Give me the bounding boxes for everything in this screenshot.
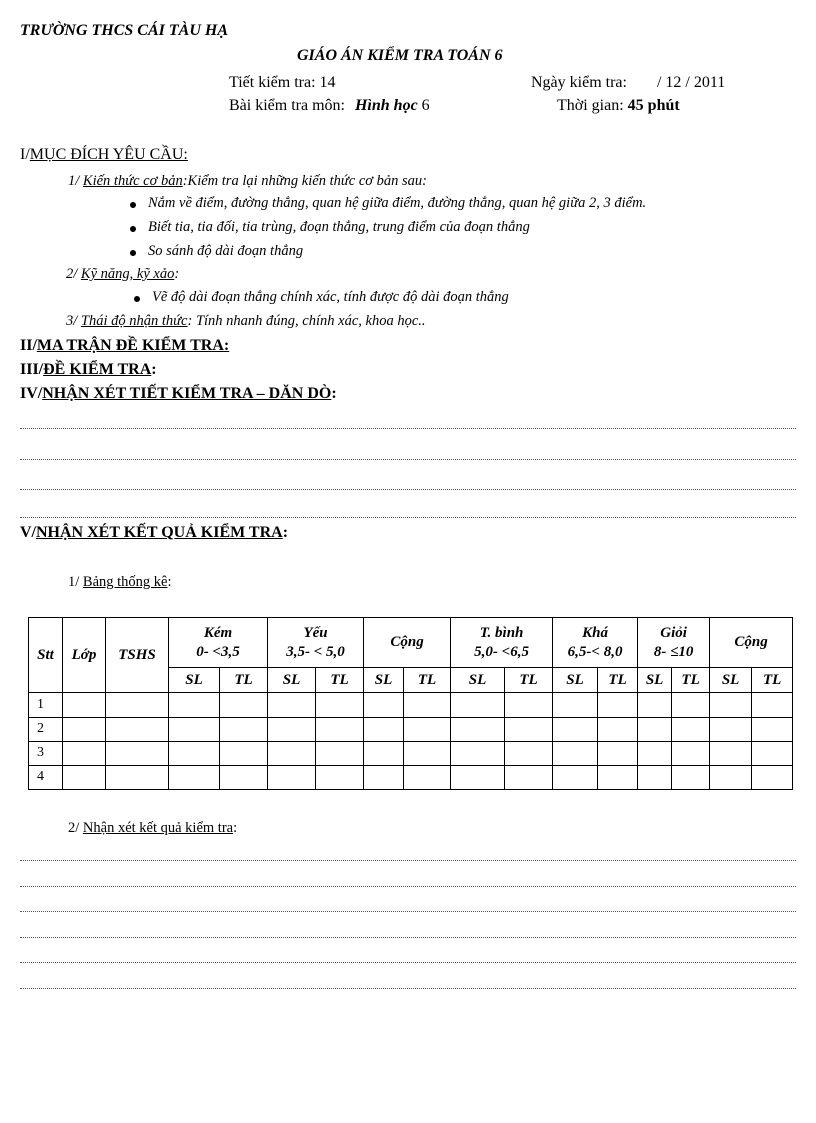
table-cell	[316, 741, 364, 765]
table-cell	[364, 717, 404, 741]
table-cell	[505, 741, 553, 765]
subject-value: Hình học	[354, 97, 418, 114]
table-cell	[451, 741, 505, 765]
skills-label: Kỹ năng, kỹ xảo	[80, 266, 175, 282]
table-cell	[316, 693, 364, 717]
bullet-icon	[130, 250, 136, 256]
skills-text: :	[174, 266, 180, 282]
table-cell	[268, 693, 316, 717]
group-header	[364, 618, 451, 668]
tl-header: TL	[672, 668, 710, 693]
table-cell	[63, 693, 106, 717]
results-label-suffix: :	[233, 820, 238, 836]
results-label-num: 2/	[68, 820, 80, 836]
group-header	[169, 618, 268, 668]
skill-item: Vẽ độ dài đoạn thẳng chính xác, tính được độ dài đoạn thẳng	[152, 289, 509, 305]
section-4-title: NHẬN XÉT TIẾT KIỂM TRA – DĂN DÒ	[42, 385, 332, 402]
section-2-title: MA TRẬN ĐỀ KIỂM TRA:	[36, 337, 230, 354]
table-row	[29, 717, 793, 741]
table-cell	[451, 693, 505, 717]
table-cell	[451, 765, 505, 789]
dotted-line	[20, 860, 796, 861]
table-cell	[106, 765, 169, 789]
group-name: T. bình	[479, 624, 524, 641]
table-cell	[169, 717, 220, 741]
table-cell	[268, 717, 316, 741]
time-unit: phút	[647, 97, 680, 114]
table-cell	[710, 693, 752, 717]
col-stt-header: Stt	[29, 618, 63, 693]
dotted-line	[20, 428, 796, 429]
row-number: 2	[29, 717, 63, 741]
attitude-label: Thái độ nhận thức	[80, 313, 188, 329]
table-cell	[63, 717, 106, 741]
results-label	[68, 820, 237, 837]
section-1-prefix: I/	[20, 146, 30, 163]
table-cell	[63, 741, 106, 765]
sl-header: SL	[710, 668, 752, 693]
date-label: Ngày kiểm tra:	[531, 74, 627, 91]
table-cell	[672, 717, 710, 741]
table-cell	[672, 765, 710, 789]
sl-header: SL	[553, 668, 598, 693]
table-cell	[553, 693, 598, 717]
row-number: 1	[29, 693, 63, 717]
knowledge-subheading	[68, 173, 427, 190]
section-3-suffix: :	[151, 361, 157, 378]
group-range: 0- <3,5	[196, 643, 240, 660]
table-cell	[752, 717, 793, 741]
group-header	[268, 618, 364, 668]
table-cell	[752, 765, 793, 789]
dotted-line	[20, 962, 796, 963]
row-number: 4	[29, 765, 63, 789]
tl-header: TL	[220, 668, 268, 693]
section-3-title: ĐỀ KIỂM TRA	[43, 361, 152, 378]
section-2-heading	[20, 337, 229, 355]
table-cell	[638, 717, 672, 741]
table-cell	[268, 765, 316, 789]
bullet-icon	[134, 296, 140, 302]
table-cell	[598, 693, 638, 717]
group-name: Yếu	[303, 624, 328, 641]
sl-header: SL	[364, 668, 404, 693]
table-cell	[404, 765, 451, 789]
dotted-line	[20, 988, 796, 989]
group-header	[710, 618, 793, 668]
section-5-heading	[20, 524, 288, 542]
table-cell	[268, 741, 316, 765]
table-cell	[106, 693, 169, 717]
sl-header: SL	[268, 668, 316, 693]
table-cell	[169, 741, 220, 765]
stats-label-text: Bảng thống kê	[82, 574, 168, 590]
group-header	[553, 618, 638, 668]
document-title: GIÁO ÁN KIỂM TRA TOÁN 6	[297, 47, 503, 64]
sl-header: SL	[169, 668, 220, 693]
subject-info	[229, 97, 430, 115]
knowledge-text: :Kiểm tra lại những kiến thức cơ bản sau:	[182, 173, 427, 189]
table-cell	[404, 717, 451, 741]
dotted-line	[20, 517, 796, 518]
knowledge-label: Kiến thức cơ bản	[82, 173, 183, 189]
knowledge-item: So sánh độ dài đoạn thẳng	[148, 243, 304, 259]
dotted-line	[20, 886, 796, 887]
group-name: Kém	[203, 624, 233, 641]
section-2-prefix: II/	[20, 337, 37, 354]
section-4-suffix: :	[331, 385, 337, 402]
table-cell	[710, 741, 752, 765]
table-cell	[220, 717, 268, 741]
section-4-heading	[20, 385, 337, 403]
bullet-icon	[130, 226, 136, 232]
tl-header: TL	[404, 668, 451, 693]
time-info	[557, 97, 680, 115]
col-tshs-header: TSHS	[106, 618, 169, 693]
table-header-row	[29, 618, 793, 668]
sl-header: SL	[638, 668, 672, 693]
section-3-heading	[20, 361, 157, 379]
group-header	[451, 618, 553, 668]
school-name: TRƯỜNG THCS CÁI TÀU HẠ	[20, 22, 228, 39]
knowledge-item: Biết tia, tia đối, tia trùng, đoạn thẳng, trung điểm của đoạn thẳng	[148, 219, 530, 235]
stats-label-suffix: :	[167, 574, 172, 590]
results-label-text: Nhận xét kết quả kiểm tra	[82, 820, 234, 836]
table-cell	[710, 765, 752, 789]
table-cell	[505, 717, 553, 741]
table-cell	[220, 741, 268, 765]
period-value: 14	[319, 74, 336, 91]
group-name: Khá	[582, 624, 608, 641]
dotted-line	[20, 937, 796, 938]
group-range: 6,5-< 8,0	[567, 643, 623, 660]
table-cell	[638, 765, 672, 789]
group-range: 5,0- <6,5	[474, 643, 529, 660]
table-cell	[364, 741, 404, 765]
table-cell	[220, 765, 268, 789]
table-row	[29, 693, 793, 717]
table-cell	[638, 693, 672, 717]
table-cell	[106, 741, 169, 765]
knowledge-item: Nắm về điểm, đường thẳng, quan hệ giữa điểm, đường thẳng, quan hệ giữa 2, 3 điểm.	[148, 195, 647, 211]
date-value: / 12 / 2011	[656, 74, 726, 91]
table-cell	[220, 693, 268, 717]
stats-label-num: 1/	[68, 574, 80, 590]
table-cell	[553, 717, 598, 741]
table-cell	[106, 717, 169, 741]
table-row	[29, 765, 793, 789]
table-cell	[598, 717, 638, 741]
subject-grade: 6	[421, 97, 430, 114]
section-3-prefix: III/	[20, 361, 44, 378]
tl-header: TL	[316, 668, 364, 693]
subject-label: Bài kiểm tra môn:	[229, 97, 345, 114]
table-cell	[404, 741, 451, 765]
table-row	[29, 741, 793, 765]
group-name: Cộng	[390, 634, 424, 651]
table-cell	[169, 693, 220, 717]
col-lop-header: Lớp	[63, 618, 106, 693]
table-cell	[672, 693, 710, 717]
table-cell	[710, 717, 752, 741]
tl-header: TL	[752, 668, 793, 693]
table-cell	[752, 693, 793, 717]
attitude-subheading	[66, 313, 426, 330]
attitude-text: : Tính nhanh đúng, chính xác, khoa học..	[187, 313, 426, 329]
section-1-heading	[20, 146, 188, 164]
dotted-line	[20, 911, 796, 912]
group-range: 8- ≤10	[653, 643, 694, 660]
period-info	[229, 74, 336, 92]
table-cell	[638, 741, 672, 765]
statistics-table	[28, 617, 793, 790]
time-value: 45	[627, 97, 644, 114]
group-header	[638, 618, 710, 668]
section-5-prefix: V/	[20, 524, 36, 541]
time-label: Thời gian:	[557, 97, 624, 114]
bullet-icon	[130, 202, 136, 208]
table-cell	[316, 765, 364, 789]
section-1-title: MỤC ĐÍCH YÊU CẦU:	[29, 146, 188, 163]
table-cell	[451, 717, 505, 741]
section-5-suffix: :	[282, 524, 289, 541]
knowledge-num: 1/	[68, 173, 80, 189]
table-cell	[169, 765, 220, 789]
table-cell	[316, 717, 364, 741]
dotted-line	[20, 489, 796, 490]
skills-num: 2/	[66, 266, 78, 282]
sl-header: SL	[451, 668, 505, 693]
tl-header: TL	[505, 668, 553, 693]
table-cell	[364, 693, 404, 717]
group-range: 3,5- < 5,0	[286, 643, 345, 660]
table-cell	[404, 693, 451, 717]
skills-subheading	[66, 266, 179, 283]
row-number: 3	[29, 741, 63, 765]
period-label: Tiết kiểm tra:	[229, 74, 316, 91]
table-cell	[553, 741, 598, 765]
table-cell	[598, 765, 638, 789]
tl-header: TL	[598, 668, 638, 693]
table-cell	[505, 693, 553, 717]
attitude-num: 3/	[66, 313, 78, 329]
table-cell	[672, 741, 710, 765]
section-4-prefix: IV/	[20, 385, 43, 402]
date-info	[531, 74, 725, 92]
dotted-line	[20, 459, 796, 460]
table-cell	[364, 765, 404, 789]
table-cell	[63, 765, 106, 789]
table-cell	[505, 765, 553, 789]
group-name: Cộng	[734, 634, 768, 651]
stats-label	[68, 574, 172, 591]
table-cell	[553, 765, 598, 789]
section-5-title: NHẬN XÉT KẾT QUẢ KIỂM TRA	[36, 524, 283, 541]
group-name: Giỏi	[660, 624, 687, 641]
table-cell	[598, 741, 638, 765]
table-cell	[752, 741, 793, 765]
